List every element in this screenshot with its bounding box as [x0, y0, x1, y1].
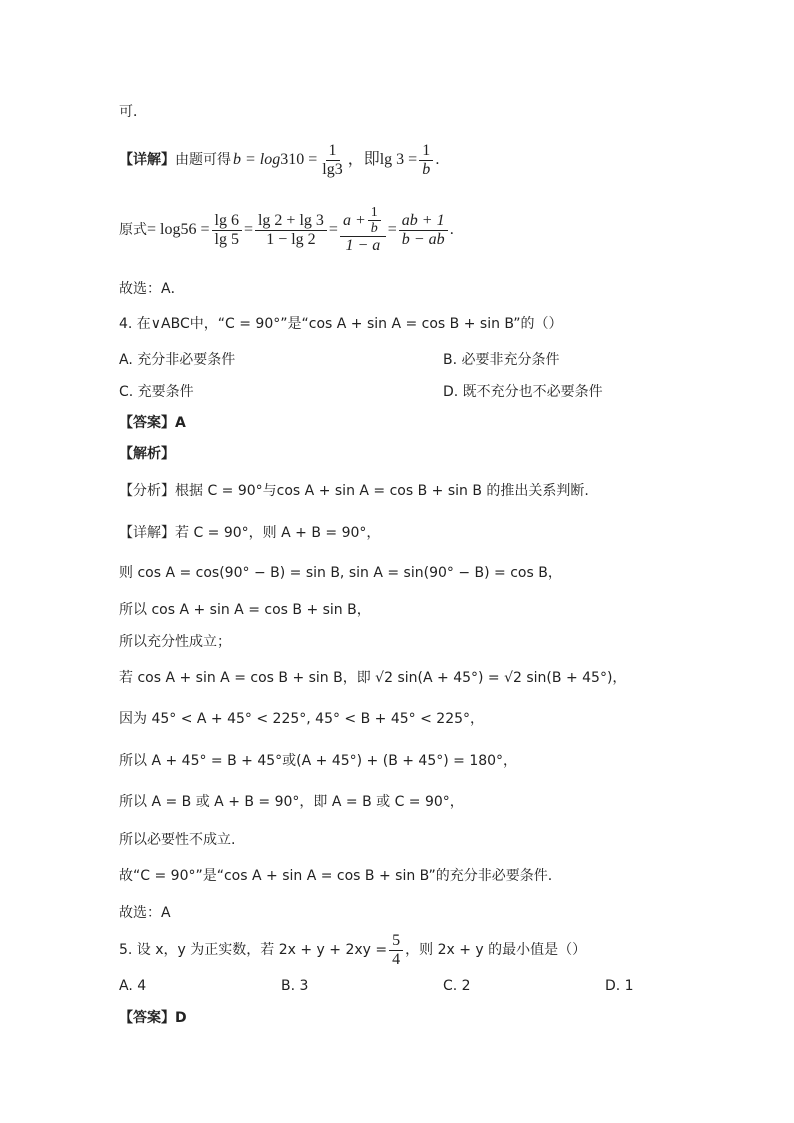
formula-line: 原式 = log 5 6 = $\frac{\lg 6}{\lg 5}$ = $\frac{\lg 2 + \lg 3}{1 - \lg 2}$ = a + $\frac{1}{b}$ 1 − a = $\frac{ab + 1}{b - ab}$ ．: [119, 205, 464, 254]
question-4-stem: 4. 在∨ABC中，“C = 90°”是“cos A + sin A = cos B + sin B”的（）: [119, 316, 563, 332]
fraction-numerator: lg 2 + lg 3: [255, 212, 327, 231]
detail-line: 所以 cos A + sin A = cos B + sin B，: [119, 602, 371, 618]
question-5-stem: [119, 930, 586, 970]
detail-line: 故“C = 90°”是“cos A + sin A = cos B + sin B”的充分非必要条件.: [119, 868, 553, 884]
detail-line: 【详解】若 C = 90°，则 A + B = 90°，: [119, 525, 381, 541]
detail-line: 所以必要性不成立.: [119, 832, 236, 848]
fraction: [319, 142, 345, 179]
fraction-denominator: b − ab: [401, 230, 445, 248]
detail-tag: 【详解】: [119, 152, 175, 168]
text-line: 可．: [119, 104, 147, 120]
fraction-numerator: 1: [419, 142, 433, 161]
fraction-numerator: [340, 205, 386, 237]
fraction-numerator: lg 6: [212, 212, 242, 231]
detail-line: 所以 A = B 或 A + B = 90°，即 A = B 或 C = 90°，: [119, 794, 464, 810]
fraction: [340, 205, 386, 255]
analysis-line: 【分析】根据 C = 90°与cos A + sin A = cos B + sin B 的推出关系判断.: [119, 483, 589, 499]
fraction-denominator: b: [422, 160, 431, 178]
text-span: 由题可得: [175, 152, 231, 168]
detail-line: 所以 A + 45° = B + 45°或(A + 45°) + (B + 45°) = 180°，: [119, 753, 518, 769]
fraction-denominator: 1 − a: [345, 237, 381, 254]
math-subscript: 3: [280, 151, 289, 168]
option-a: A. 4: [119, 978, 147, 994]
text-span: ．: [435, 152, 450, 168]
option-c: C. 充要条件: [119, 384, 194, 400]
math-span: a +: [342, 211, 366, 229]
fraction-denominator: 4: [392, 950, 401, 968]
option-b: B. 3: [281, 978, 309, 994]
fraction-numerator: 1: [368, 205, 381, 221]
detail-line: 所以充分性成立；: [119, 634, 231, 650]
math-span: 6 =: [188, 221, 210, 238]
fraction-denominator: 1 − lg 2: [266, 230, 316, 248]
fraction: [389, 932, 403, 969]
analysis-heading: 【解析】: [119, 446, 175, 462]
text-span: ，则 2x + y 的最小值是（）: [405, 942, 587, 958]
option-b: B. 必要非充分条件: [443, 352, 560, 368]
text-span: 5. 设 x，y 为正实数，若 2x + y + 2xy =: [119, 942, 388, 958]
text-line: 故选：A．: [119, 281, 185, 297]
fraction-numerator: 1: [326, 142, 340, 161]
detail-line: 则 cos A = cos(90° − B) = sin B, sin A = sin(90° − B) = cos B，: [119, 565, 562, 581]
fraction-numerator: ab + 1: [399, 212, 448, 231]
option-c: C. 2: [443, 978, 471, 994]
detail-line: 因为 45° < A + 45° < 225°, 45° < B + 45° < 225°，: [119, 711, 485, 727]
fraction-numerator: 5: [389, 932, 403, 951]
fraction-denominator: b: [370, 221, 378, 236]
math-subscript: 5: [180, 221, 189, 238]
math-span: b = log: [233, 151, 281, 168]
math-span: 10 =: [288, 151, 318, 168]
fraction: [255, 212, 327, 249]
fraction: [212, 212, 242, 249]
option-d: D. 既不充分也不必要条件: [443, 384, 603, 400]
fraction-denominator: lg3: [322, 160, 343, 178]
answer-line: 【答案】A: [119, 415, 186, 431]
inner-fraction: [368, 205, 381, 236]
option-d: D. 1: [605, 978, 634, 994]
answer-line: 【答案】D: [119, 1010, 187, 1026]
solution-detail-line: [119, 140, 449, 180]
math-span: = log: [147, 221, 181, 238]
fraction: [419, 142, 433, 179]
text-span: ．: [449, 222, 464, 238]
math-span: ，即lg 3 =: [347, 151, 418, 168]
detail-line: 故选：A: [119, 905, 171, 921]
fraction-denominator: lg 5: [214, 230, 239, 248]
fraction: [399, 212, 448, 249]
text-span: 原式: [119, 222, 147, 238]
option-a: A. 充分非必要条件: [119, 352, 236, 368]
detail-line: 若 cos A + sin A = cos B + sin B，即 √2 sin(A + 45°) = √2 sin(B + 45°)，: [119, 670, 627, 686]
